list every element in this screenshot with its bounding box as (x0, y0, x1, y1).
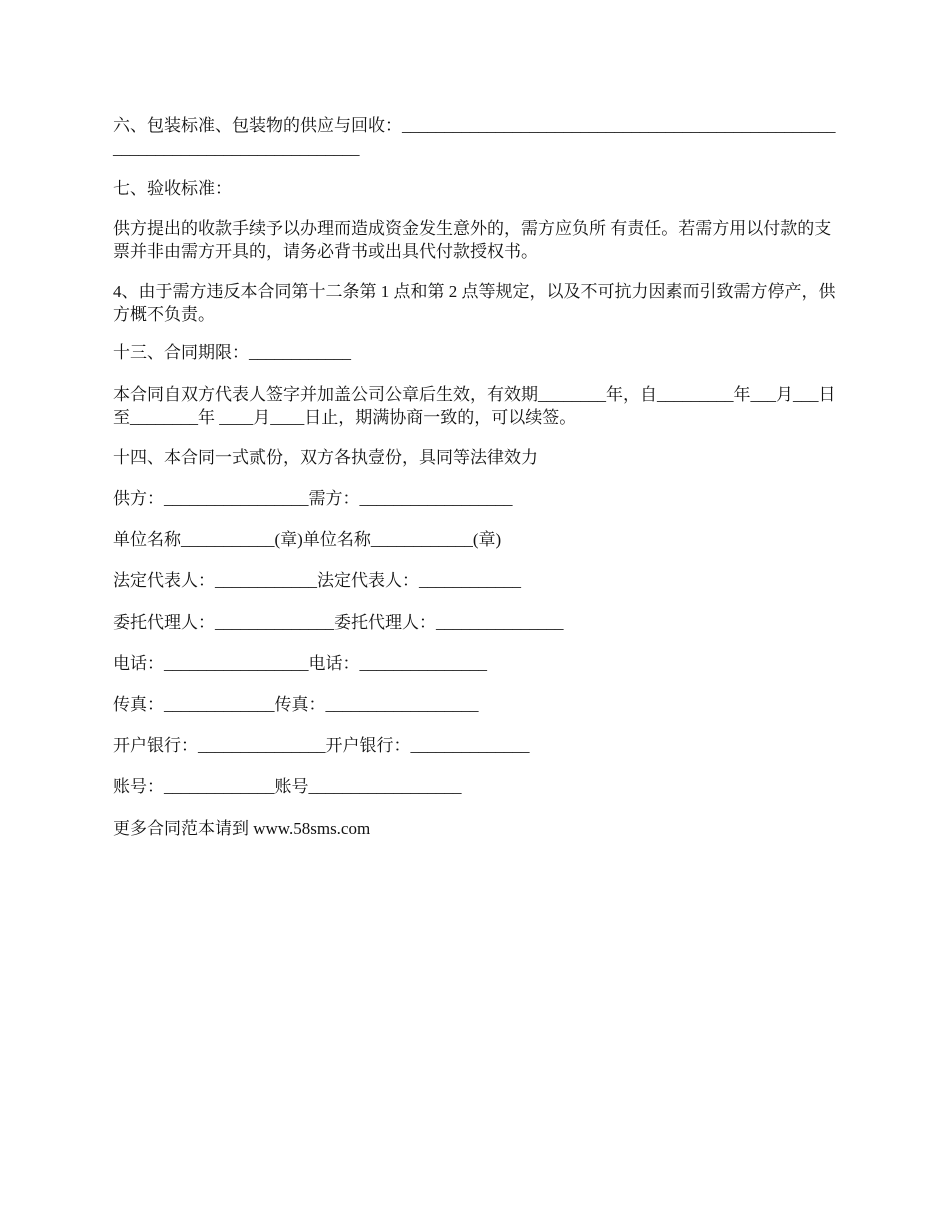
clause-4: 4、由于需方违反本合同第十二条第 1 点和第 2 点等规定，以及不可抗力因素而引致需方停产，供方概不负责。 (113, 282, 836, 324)
banks-line: 开户银行：_______________开户银行：______________ (113, 736, 530, 755)
section-6-packaging: 六、包装标准、包装物的供应与回收：________________________________________________________________________________ (113, 116, 836, 158)
section-14-copies: 十四、本合同一式贰份，双方各执壹份，具同等法律效力 (113, 448, 538, 467)
section-7-acceptance: 七、验收标准： (113, 179, 232, 198)
section-13-term: 十三、合同期限：____________ (113, 343, 351, 362)
accounts-line: 账号：_____________账号__________________ (113, 777, 462, 796)
agents-line: 委托代理人：______________委托代理人：_______________ (113, 613, 564, 632)
faxes-line: 传真：_____________传真：__________________ (113, 695, 479, 714)
legal-rep-line: 法定代表人：____________法定代表人：____________ (113, 571, 521, 590)
footer-link[interactable]: 更多合同范本请到 www.58sms.com (113, 819, 371, 838)
payment-note: 供方提出的收款手续予以办理而造成资金发生意外的，需方应负所 有责任。若需方用以付款的支票并非由需方开具的，请务必背书或出具代付款授权书。 (113, 219, 832, 261)
unit-names-line: 单位名称___________(章)单位名称____________(章) (113, 530, 502, 549)
parties-line: 供方：_________________需方：__________________ (113, 489, 513, 508)
validity: 本合同自双方代表人签字并加盖公司公章后生效，有效期________年，自_________年___月___日至________年 ____月____日止，期满协商一致的，可以续签。 (113, 385, 836, 427)
phones-line: 电话：_________________电话：_______________ (113, 654, 487, 673)
